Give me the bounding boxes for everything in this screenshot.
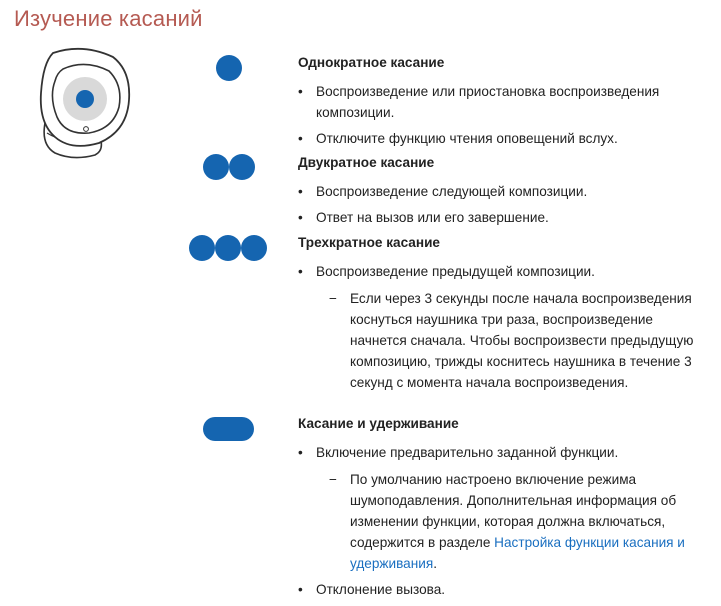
earbud-touch-area-icon [33,45,133,160]
touch-and-hold-icon [203,417,254,441]
list-item [298,442,708,574]
sub-list-item [316,469,708,574]
list-item-text: Включение предварительно заданной функции. [316,445,619,460]
triple-tap-dot-icon [189,235,215,261]
list-item: • Воспроизведение или приостановка воспроизведения композиции. [298,81,708,123]
list-item-text: Воспроизведение предыдущей композиции. [316,264,595,279]
section-heading: Однократное касание [298,55,445,70]
list-item: • Отклонение вызова. [298,579,708,600]
touch-and-hold-section [298,413,708,605]
single-tap-icon [216,55,242,81]
page-title: Изучение касаний [14,6,203,31]
section-heading: Двукратное касание [298,155,435,170]
list-item [298,261,708,393]
list-item: • Воспроизведение следующей композиции. [298,181,708,202]
triple-tap-section [298,232,708,398]
list-item: • Ответ на вызов или его завершение. [298,207,708,228]
sub-list-item: − Если через 3 секунды после начала воспроизведения коснуться наушника три раза, воспроизведение начнется сначала. Чтобы воспроизвести предыдущую композицию, трижды коснитесь наушника в течение 3 секунд с момента начала воспроизведения. [316,288,708,393]
double-tap-dot-icon [229,154,255,180]
section-heading: Касание и удерживание [298,416,459,431]
sub-item-text: По умолчанию настроено включение режима шумоподавления. Дополнительная информация об изменении функции, которая должна включаться, содержится в разделе [350,472,677,550]
double-tap-dot-icon [203,154,229,180]
list-item: • Отключите функцию чтения оповещений вслух. [298,128,708,149]
settings-link[interactable]: Настройка функции касания и удерживания [350,535,685,571]
sub-item-suffix: . [433,556,437,571]
section-heading: Трехкратное касание [298,235,440,250]
triple-tap-dot-icon [241,235,267,261]
triple-tap-dot-icon [215,235,241,261]
double-tap-section [298,152,708,233]
single-tap-section [298,52,708,154]
